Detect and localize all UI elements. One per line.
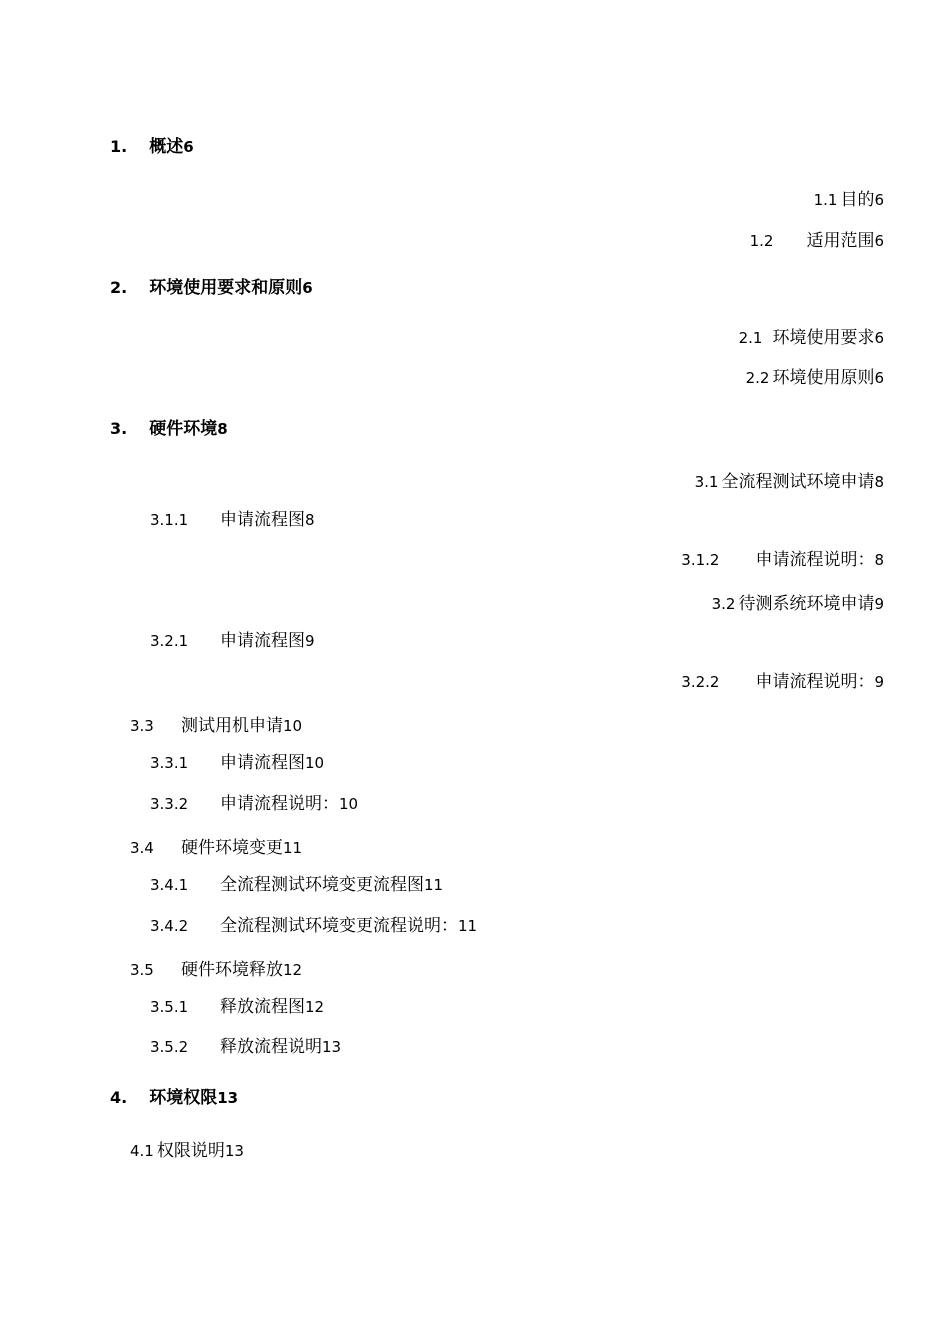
toc-entry-title: 环境使用原则	[772, 368, 875, 388]
toc-entry-title: 全流程测试环境申请	[721, 472, 875, 492]
toc-entry-3-2-1[interactable]	[150, 633, 315, 650]
toc-entry-title: 申请流程说明：	[755, 550, 875, 570]
toc-entry-3-5[interactable]	[130, 962, 302, 979]
toc-entry-page: 10	[283, 717, 303, 735]
toc-entry-page: 6	[183, 138, 194, 156]
toc-entry-1[interactable]	[110, 139, 194, 156]
toc-entry-page: 10	[305, 754, 325, 772]
toc-entry-2[interactable]	[110, 280, 313, 297]
toc-entry-number: 3.1	[694, 473, 719, 491]
toc-entry-number: 3.2.2	[681, 673, 720, 691]
toc-entry-page: 8	[874, 473, 884, 491]
toc-entry-number: 3.3.2	[150, 795, 189, 813]
toc-entry-2-2[interactable]	[746, 370, 884, 387]
toc-entry-page: 11	[283, 839, 303, 857]
toc-entry-number: 2.2	[745, 369, 770, 387]
toc-entry-number: 3.1.2	[681, 551, 720, 569]
toc-entry-page: 8	[305, 511, 315, 529]
toc-entry-3-4-2[interactable]	[150, 918, 477, 935]
toc-entry-page: 8	[874, 551, 884, 569]
toc-entry-title: 目的	[840, 190, 875, 210]
toc-entry-3-4-1[interactable]	[150, 877, 443, 894]
toc-entry-3-1-2[interactable]	[681, 552, 884, 569]
toc-entry-title: 测试用机申请	[181, 716, 283, 736]
toc-entry-number: 3.2	[711, 595, 736, 613]
toc-entry-number: 3.5.2	[150, 1038, 189, 1056]
toc-entry-number: 3.4.2	[150, 917, 189, 935]
toc-entry-title: 全流程测试环境变更流程说明：	[220, 916, 458, 936]
toc-entry-title: 适用范围	[806, 231, 875, 251]
toc-entry-title: 全流程测试环境变更流程图	[220, 875, 424, 895]
toc-entry-page: 10	[339, 795, 359, 813]
toc-entry-page: 6	[302, 279, 313, 297]
toc-entry-3-5-2[interactable]	[150, 1039, 341, 1056]
toc-entry-1-2[interactable]	[750, 233, 884, 250]
toc-entry-title: 释放流程图	[220, 997, 305, 1017]
toc-entry-title: 环境权限	[149, 1088, 218, 1108]
toc-entry-number: 3.	[110, 419, 128, 438]
toc-entry-page: 9	[874, 673, 884, 691]
toc-entry-page: 13	[217, 1089, 239, 1107]
toc-entry-number: 3.3.1	[150, 754, 189, 772]
toc-entry-title: 硬件环境	[149, 419, 218, 439]
toc-entry-title: 释放流程说明	[220, 1037, 322, 1057]
toc-entry-page: 6	[874, 329, 884, 347]
toc-entry-page: 9	[305, 632, 315, 650]
toc-entry-number: 4.1	[130, 1142, 154, 1160]
toc-entry-page: 12	[305, 998, 325, 1016]
toc-entry-title: 环境使用要求	[772, 328, 875, 348]
toc-entry-page: 6	[874, 369, 884, 387]
toc-entry-number: 3.3	[130, 717, 154, 735]
toc-entry-number: 1.2	[749, 232, 774, 250]
toc-entry-page: 6	[874, 191, 884, 209]
toc-entry-number: 2.	[110, 278, 128, 297]
toc-entry-3-1-1[interactable]	[150, 512, 315, 529]
toc-entry-title: 环境使用要求和原则	[149, 278, 303, 298]
toc-entry-title: 待测系统环境申请	[738, 594, 875, 614]
toc-entry-number: 3.4	[130, 839, 154, 857]
toc-entry-number: 2.1	[738, 329, 763, 347]
toc-entry-page: 6	[874, 232, 884, 250]
toc-entry-title: 申请流程说明：	[220, 794, 339, 814]
toc-entry-3-3-1[interactable]	[150, 755, 324, 772]
toc-entry-number: 3.5	[130, 961, 154, 979]
toc-entry-number: 3.5.1	[150, 998, 189, 1016]
toc-entry-3[interactable]	[110, 421, 228, 438]
toc-entry-number: 1.	[110, 137, 128, 156]
toc-entry-3-2[interactable]	[712, 596, 884, 613]
toc-entry-page: 11	[424, 876, 444, 894]
toc-entry-title: 权限说明	[156, 1141, 225, 1161]
toc-entry-title: 概述	[149, 137, 184, 157]
toc-entry-title: 申请流程图	[220, 510, 305, 530]
toc-entry-page: 12	[283, 961, 303, 979]
toc-entry-3-5-1[interactable]	[150, 999, 324, 1016]
toc-entry-title: 硬件环境释放	[181, 960, 283, 980]
toc-entry-page: 9	[874, 595, 884, 613]
toc-entry-page: 11	[458, 917, 478, 935]
toc-entry-page: 13	[224, 1142, 244, 1160]
toc-entry-title: 申请流程说明：	[755, 672, 875, 692]
toc-entry-1-1[interactable]	[814, 192, 884, 209]
toc-entry-number: 3.4.1	[150, 876, 189, 894]
toc-entry-title: 申请流程图	[220, 631, 305, 651]
toc-entry-4-1[interactable]	[130, 1143, 244, 1160]
toc-entry-2-1[interactable]	[739, 330, 884, 347]
toc-entry-number: 4.	[110, 1088, 128, 1107]
toc-entry-3-4[interactable]	[130, 840, 302, 857]
toc-entry-3-1[interactable]	[695, 474, 884, 491]
toc-entry-title: 申请流程图	[220, 753, 305, 773]
toc-entry-number: 3.1.1	[150, 511, 189, 529]
toc-entry-page: 13	[322, 1038, 342, 1056]
toc-entry-number: 3.2.1	[150, 632, 189, 650]
toc-entry-3-3[interactable]	[130, 718, 302, 735]
toc-entry-title: 硬件环境变更	[181, 838, 283, 858]
toc-entry-number: 1.1	[813, 191, 838, 209]
toc-entry-3-3-2[interactable]	[150, 796, 358, 813]
toc-entry-3-2-2[interactable]	[681, 674, 884, 691]
toc-entry-page: 8	[217, 420, 228, 438]
toc-entry-4[interactable]	[110, 1090, 238, 1107]
